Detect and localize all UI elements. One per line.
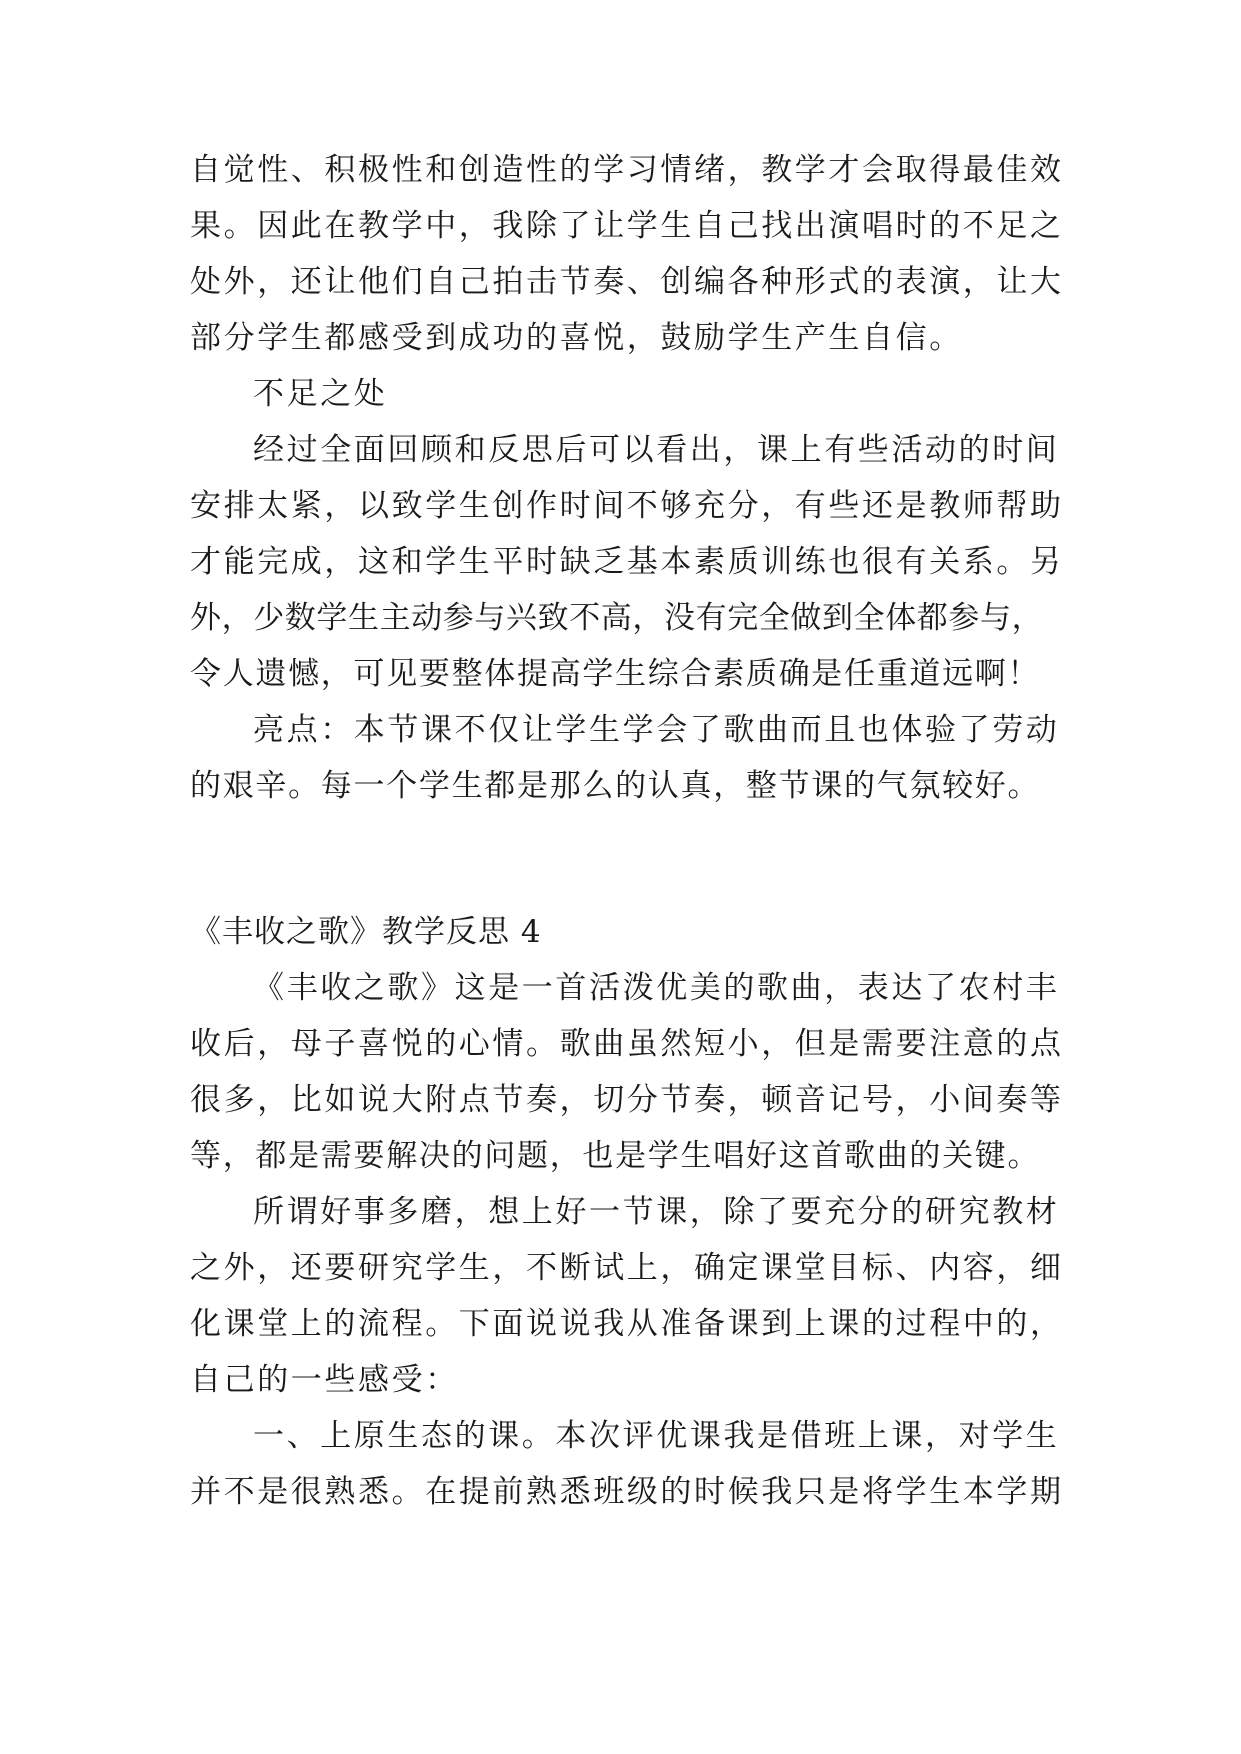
paragraph-line: 等，都是需要解决的问题，也是学生唱好这首歌曲的关键。 <box>190 1138 1041 1174</box>
paragraph-line: 一、上原生态的课。本次评优课我是借班上课，对学生 <box>253 1418 1060 1454</box>
paragraph-line: 部分学生都感受到成功的喜悦，鼓励学生产生自信。 <box>190 320 963 356</box>
paragraph-line: 果。因此在教学中，我除了让学生自己找出演唱时的不足之 <box>190 208 1064 244</box>
paragraph-line: 令人遗憾，可见要整体提高学生综合素质确是任重道远啊！ <box>190 656 1041 692</box>
paragraph-line: 经过全面回顾和反思后可以看出，课上有些活动的时间 <box>253 432 1060 468</box>
paragraph-line: 收后，母子喜悦的心情。歌曲虽然短小，但是需要注意的点 <box>190 1026 1064 1062</box>
subheading: 不足之处 <box>253 376 388 412</box>
section-title: 《丰收之歌》教学反思 4 <box>190 914 542 950</box>
paragraph-line: 亮点：本节课不仅让学生学会了歌曲而且也体验了劳动 <box>253 712 1060 748</box>
paragraph-line: 并不是很熟悉。在提前熟悉班级的时候我只是将学生本学期 <box>190 1474 1064 1510</box>
paragraph-line: 的艰辛。每一个学生都是那么的认真，整节课的气氛较好。 <box>190 768 1041 804</box>
paragraph-line: 处外，还让他们自己拍击节奏、创编各种形式的表演，让大 <box>190 264 1064 300</box>
paragraph-line: 所谓好事多磨，想上好一节课，除了要充分的研究教材 <box>253 1194 1060 1230</box>
paragraph-line: 安排太紧，以致学生创作时间不够充分，有些还是教师帮助 <box>190 488 1064 524</box>
paragraph-line: 自觉性、积极性和创造性的学习情绪，教学才会取得最佳效 <box>190 152 1064 188</box>
paragraph-line: 化课堂上的流程。下面说说我从准备课到上课的过程中的， <box>190 1306 1064 1342</box>
paragraph-line: 《丰收之歌》这是一首活泼优美的歌曲，表达了农村丰 <box>253 970 1060 1006</box>
paragraph-line: 外，少数学生主动参与兴致不高，没有完全做到全体都参与， <box>190 600 1044 636</box>
paragraph-line: 自己的一些感受： <box>190 1362 459 1398</box>
paragraph-line: 才能完成，这和学生平时缺乏基本素质训练也很有关系。另 <box>190 544 1064 580</box>
paragraph-line: 很多，比如说大附点节奏，切分节奏，顿音记号，小间奏等 <box>190 1082 1064 1118</box>
paragraph-line: 之外，还要研究学生，不断试上，确定课堂目标、内容，细 <box>190 1250 1064 1286</box>
